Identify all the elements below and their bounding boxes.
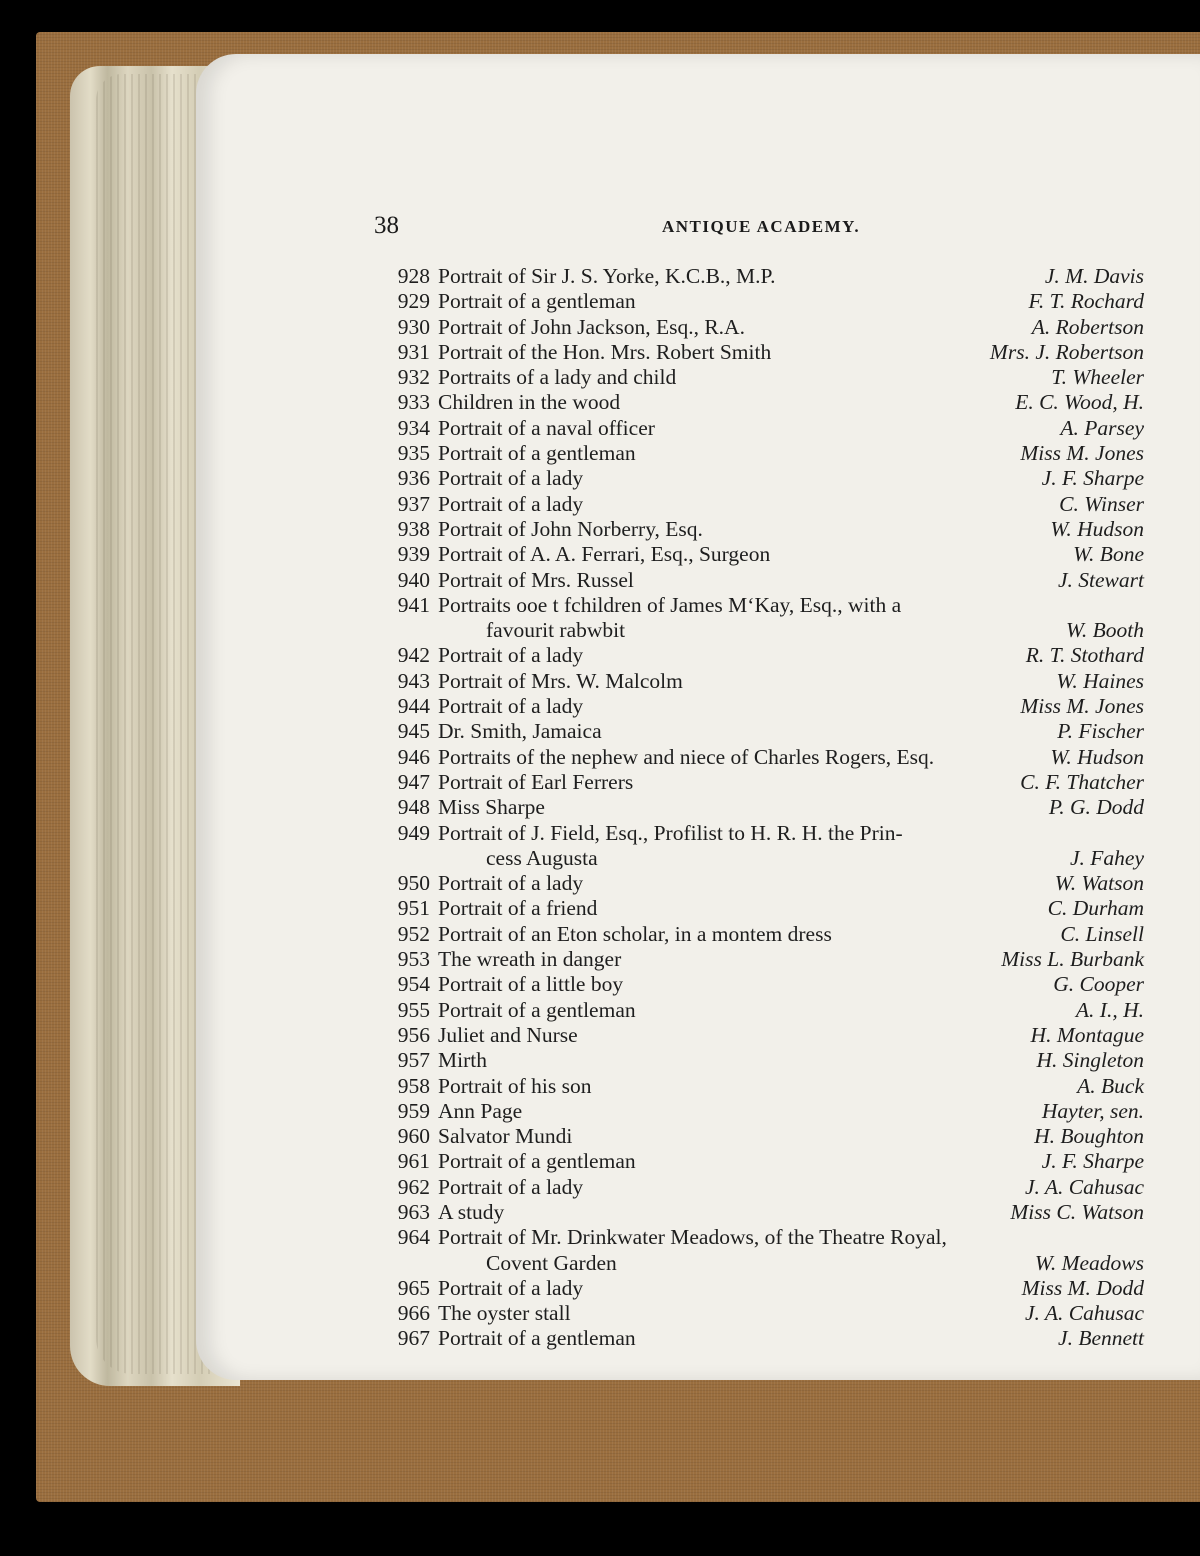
entry-artist: Mrs. J. Robertson bbox=[989, 339, 1144, 364]
entry-number: 928 bbox=[397, 264, 430, 288]
catalogue-entry bbox=[384, 1124, 1144, 1149]
entry-title: Portrait of a lady bbox=[438, 491, 584, 516]
entry-title-continued: favourit rabwbit bbox=[486, 618, 626, 643]
entry-artist: P. G. Dodd bbox=[1048, 795, 1144, 820]
entry-title: Portrait of J. Field, Esq., Profilist to H. R. H. the Prin- bbox=[438, 820, 903, 845]
entry-number: 946 bbox=[397, 744, 430, 769]
entry-number: 955 bbox=[397, 997, 430, 1022]
entry-artist: J. A. Cahusac bbox=[1024, 1174, 1144, 1199]
catalogue-entry bbox=[384, 517, 1144, 542]
catalogue-entry bbox=[384, 998, 1144, 1023]
catalogue-entry bbox=[384, 542, 1144, 567]
page-number: 38 bbox=[374, 212, 399, 239]
entry-title: Portrait of a lady bbox=[438, 643, 584, 668]
catalogue-entry bbox=[384, 1023, 1144, 1048]
running-head bbox=[374, 212, 1144, 248]
catalogue-entry bbox=[384, 896, 1144, 921]
entry-title-continued: cess Augusta bbox=[486, 845, 598, 870]
entry-artist: R. T. Stothard bbox=[1025, 643, 1144, 668]
entry-artist: A. Robertson bbox=[1031, 314, 1144, 339]
entry-artist: C. F. Thatcher bbox=[1020, 769, 1144, 794]
catalogue-entry bbox=[384, 669, 1144, 694]
entry-title: Juliet and Nurse bbox=[438, 1022, 578, 1047]
entry-artist: G. Cooper bbox=[1053, 972, 1144, 997]
entry-title: Portrait of John Norberry, Esq. bbox=[438, 516, 703, 541]
entry-title: The oyster stall bbox=[438, 1301, 571, 1326]
entry-number: 930 bbox=[397, 314, 430, 339]
entry-title: Portrait of his son bbox=[438, 1073, 592, 1098]
entry-title: Portrait of the Hon. Mrs. Robert Smith bbox=[438, 339, 772, 364]
entry-number: 950 bbox=[397, 871, 430, 896]
entry-artist: J. F. Sharpe bbox=[1041, 1149, 1144, 1174]
entry-number: 931 bbox=[397, 339, 430, 364]
catalogue-entry bbox=[384, 1326, 1144, 1351]
entry-title: Portrait of a gentleman bbox=[438, 1149, 636, 1174]
entry-number: 938 bbox=[397, 516, 430, 541]
entry-artist: Miss M. Dodd bbox=[1021, 1275, 1144, 1300]
catalogue-entry bbox=[384, 1276, 1144, 1301]
catalogue-entry bbox=[384, 264, 1144, 289]
entry-number: 940 bbox=[397, 567, 430, 592]
entry-title: Portrait of Mr. Drinkwater Meadows, of the Theatre Royal, bbox=[438, 1225, 947, 1250]
entry-artist: W. Hudson bbox=[1050, 516, 1144, 541]
catalogue-entry bbox=[384, 871, 1144, 896]
entry-number: 963 bbox=[397, 1199, 430, 1224]
entry-title: Portrait of a lady bbox=[438, 871, 584, 896]
catalogue-entry bbox=[384, 593, 1144, 644]
entry-title: Portrait of a little boy bbox=[438, 972, 624, 997]
entry-title: Miss Sharpe bbox=[438, 795, 545, 820]
entry-number: 954 bbox=[397, 972, 430, 997]
entry-artist: Miss C. Watson bbox=[1010, 1199, 1144, 1224]
entry-title: Portrait of A. A. Ferrari, Esq., Surgeon bbox=[438, 542, 771, 567]
entry-number: 949 bbox=[397, 820, 430, 845]
entry-artist: T. Wheeler bbox=[1051, 365, 1144, 390]
entry-artist: J. Stewart bbox=[1058, 567, 1144, 592]
catalogue-entry bbox=[384, 492, 1144, 517]
entry-number: 943 bbox=[397, 668, 430, 693]
entry-artist: Miss L. Burbank bbox=[1001, 947, 1144, 972]
entry-number: 937 bbox=[397, 491, 430, 516]
entry-title: Portrait of a lady bbox=[438, 1275, 584, 1300]
entry-number: 952 bbox=[397, 921, 430, 946]
entry-title: A study bbox=[438, 1199, 505, 1224]
catalogue-entry bbox=[384, 694, 1144, 719]
entry-artist: W. Bone bbox=[1073, 542, 1144, 567]
catalogue-entry bbox=[384, 1048, 1144, 1073]
entry-artist: H. Boughton bbox=[1034, 1124, 1144, 1149]
entry-title: Portrait of a friend bbox=[438, 896, 598, 921]
catalogue-entry bbox=[384, 947, 1144, 972]
catalogue-entry bbox=[384, 1149, 1144, 1174]
entry-title: Portraits of the nephew and niece of Charles Rogers, Esq. bbox=[438, 744, 935, 769]
catalogue-entry bbox=[384, 315, 1144, 340]
catalogue-entry bbox=[384, 289, 1144, 314]
entry-artist: W. Watson bbox=[1054, 871, 1144, 896]
catalogue-entry bbox=[384, 770, 1144, 795]
entry-artist: P. Fischer bbox=[1057, 719, 1144, 744]
entry-title-continued: Covent Garden bbox=[486, 1250, 617, 1275]
entry-artist: F. T. Rochard bbox=[1028, 289, 1144, 314]
entry-title: Salvator Mundi bbox=[438, 1124, 573, 1149]
entry-number: 935 bbox=[397, 441, 430, 466]
entry-number: 944 bbox=[397, 694, 430, 719]
entry-artist: A. Buck bbox=[1077, 1073, 1144, 1098]
entry-title: Ann Page bbox=[438, 1098, 523, 1123]
catalogue-entry bbox=[384, 745, 1144, 770]
catalogue-entry bbox=[384, 568, 1144, 593]
catalogue-entry bbox=[384, 795, 1144, 820]
entry-artist: E. C. Wood, H. bbox=[1015, 390, 1144, 415]
entry-title: Portrait of Mrs. Russel bbox=[438, 567, 634, 592]
running-title: ANTIQUE ACADEMY. bbox=[662, 217, 861, 236]
catalogue-entry bbox=[384, 365, 1144, 390]
entry-number: 957 bbox=[397, 1048, 430, 1073]
catalogue-entry bbox=[384, 643, 1144, 668]
catalogue-entry bbox=[384, 719, 1144, 744]
entry-number: 932 bbox=[397, 365, 430, 390]
entry-number: 936 bbox=[397, 466, 430, 491]
entry-number: 962 bbox=[397, 1174, 430, 1199]
entry-artist: W. Meadows bbox=[1034, 1250, 1144, 1275]
entry-title: Portrait of a lady bbox=[438, 694, 584, 719]
entry-number: 945 bbox=[397, 719, 430, 744]
catalogue-entry bbox=[384, 466, 1144, 491]
entry-title: Mirth bbox=[438, 1048, 487, 1073]
entry-number: 959 bbox=[397, 1098, 430, 1123]
entry-title: Portrait of a gentleman bbox=[438, 997, 636, 1022]
entry-title: Portrait of a gentleman bbox=[438, 441, 636, 466]
entry-artist: J. Bennett bbox=[1058, 1326, 1144, 1351]
entry-number: 934 bbox=[397, 415, 430, 440]
entry-number: 956 bbox=[397, 1022, 430, 1047]
entry-number: 964 bbox=[397, 1225, 430, 1250]
catalogue-entries bbox=[384, 264, 1144, 1352]
entry-artist: W. Booth bbox=[1065, 618, 1144, 643]
catalogue-entry bbox=[384, 1175, 1144, 1200]
entry-title: Portrait of a gentleman bbox=[438, 289, 636, 314]
entry-title: Portrait of John Jackson, Esq., R.A. bbox=[438, 314, 745, 339]
catalogue-entry bbox=[384, 1225, 1144, 1276]
entry-number: 965 bbox=[397, 1275, 430, 1300]
catalogue-entry bbox=[384, 416, 1144, 441]
catalogue-entry bbox=[384, 1099, 1144, 1124]
catalogue-entry bbox=[384, 1301, 1144, 1326]
entry-artist: H. Singleton bbox=[1036, 1048, 1144, 1073]
entry-number: 942 bbox=[397, 643, 430, 668]
catalogue-entry bbox=[384, 1200, 1144, 1225]
entry-number: 947 bbox=[397, 769, 430, 794]
entry-artist: C. Durham bbox=[1047, 896, 1144, 921]
entry-artist: J. Fahey bbox=[1069, 845, 1144, 870]
entry-title: Dr. Smith, Jamaica bbox=[438, 719, 602, 744]
entry-number: 939 bbox=[397, 542, 430, 567]
entry-title: Children in the wood bbox=[438, 390, 621, 415]
entry-number: 933 bbox=[397, 390, 430, 415]
entry-number: 941 bbox=[397, 592, 430, 617]
entry-artist: J. F. Sharpe bbox=[1041, 466, 1144, 491]
entry-number: 953 bbox=[397, 947, 430, 972]
entry-artist: Hayter, sen. bbox=[1041, 1098, 1144, 1123]
entry-title: Portraits of a lady and child bbox=[438, 365, 677, 390]
entry-number: 948 bbox=[397, 795, 430, 820]
entry-title: Portrait of a lady bbox=[438, 1174, 584, 1199]
entry-number: 961 bbox=[397, 1149, 430, 1174]
entry-artist: Miss M. Jones bbox=[1020, 694, 1144, 719]
entry-artist: C. Linsell bbox=[1060, 921, 1144, 946]
entry-title: Portrait of a gentleman bbox=[438, 1326, 636, 1351]
entry-artist: A. I., H. bbox=[1075, 997, 1144, 1022]
catalogue-entry bbox=[384, 1074, 1144, 1099]
catalogue-entry bbox=[384, 821, 1144, 872]
entry-number: 951 bbox=[397, 896, 430, 921]
entry-number: 960 bbox=[397, 1124, 430, 1149]
entry-title: Portrait of an Eton scholar, in a montem dress bbox=[438, 921, 832, 946]
entry-title: Portrait of Earl Ferrers bbox=[438, 769, 634, 794]
entry-title: The wreath in danger bbox=[438, 947, 622, 972]
entry-artist: A. Parsey bbox=[1060, 415, 1144, 440]
entry-title: Portrait of Mrs. W. Malcolm bbox=[438, 668, 683, 693]
catalogue-entry bbox=[384, 340, 1144, 365]
entry-artist: W. Haines bbox=[1056, 668, 1144, 693]
entry-number: 958 bbox=[397, 1073, 430, 1098]
entry-number: 929 bbox=[397, 289, 430, 314]
entry-title: Portraits ooe t fchildren of James M‘Kay, Esq., with a bbox=[438, 592, 902, 617]
entry-artist: W. Hudson bbox=[1050, 744, 1144, 769]
catalogue-entry bbox=[384, 972, 1144, 997]
entry-artist: Miss M. Jones bbox=[1020, 441, 1144, 466]
entry-artist: C. Winser bbox=[1059, 491, 1144, 516]
entry-title: Portrait of a lady bbox=[438, 466, 584, 491]
entry-number: 966 bbox=[397, 1301, 430, 1326]
catalogue-entry bbox=[384, 441, 1144, 466]
catalogue-entry bbox=[384, 390, 1144, 415]
entry-number: 967 bbox=[397, 1326, 430, 1351]
entry-title: Portrait of a naval officer bbox=[438, 415, 655, 440]
catalogue-entry bbox=[384, 922, 1144, 947]
entry-artist: J. M. Davis bbox=[1044, 264, 1144, 288]
entry-artist: J. A. Cahusac bbox=[1024, 1301, 1144, 1326]
entry-artist: H. Montague bbox=[1030, 1022, 1144, 1047]
entry-title: Portrait of Sir J. S. Yorke, K.C.B., M.P. bbox=[438, 264, 776, 288]
